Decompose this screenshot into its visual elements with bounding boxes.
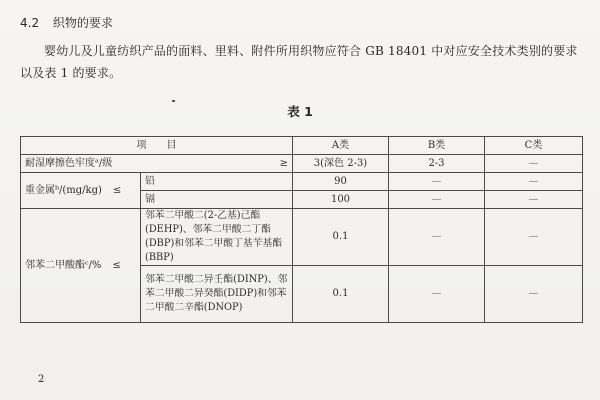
wet-rub-b: 2-3 — [389, 155, 485, 173]
table-row-phthalate-1 — [21, 209, 583, 266]
phthalate-group1-c: — — [485, 209, 583, 266]
phthalate-symbol: ≤ — [112, 259, 121, 271]
section-heading — [20, 14, 113, 31]
header-class-c: C类 — [485, 137, 583, 155]
phthalate-label-cell — [21, 209, 141, 323]
table-header-row — [21, 137, 583, 155]
phthalate-group1-name: 邻苯二甲酸二(2-乙基)己酯(DEHP)、邻苯二甲酸二丁酯(DBP)和邻苯二甲酸丁基苄基酯(BBP) — [141, 209, 293, 266]
lead-b: — — [389, 173, 485, 191]
phthalate-group2-b: — — [389, 266, 485, 323]
table-title: 表 1 — [287, 104, 313, 119]
phthalate-group2-c: — — [485, 266, 583, 323]
wet-rub-label-cell — [21, 155, 293, 173]
cadmium-b: — — [389, 191, 485, 209]
heavy-metal-label-cell — [21, 173, 141, 209]
requirements-table — [20, 136, 583, 323]
header-class-a: A类 — [293, 137, 389, 155]
phthalate-label: 邻苯二甲酸酯ᶜ/% — [25, 259, 102, 271]
phthalate-group1-a: 0.1 — [293, 209, 389, 266]
section-title: 织物的要求 — [52, 16, 113, 30]
heavy-metal-label: 重金属ᵇ/(mg/kg) — [25, 184, 102, 196]
wet-rub-c: — — [485, 155, 583, 173]
lead-name: 铅 — [141, 173, 293, 191]
table-row-lead — [21, 173, 583, 191]
section-number: 4.2 — [20, 16, 40, 30]
cadmium-c: — — [485, 191, 583, 209]
lead-c: — — [485, 173, 583, 191]
page-number: 2 — [38, 374, 45, 385]
cadmium-a: 100 — [293, 191, 389, 209]
wet-rub-label: 耐湿摩擦色牢度ᵃ/级 — [25, 157, 113, 169]
phthalate-group2-a: 0.1 — [293, 266, 389, 323]
header-item: 项 目 — [21, 137, 293, 155]
cadmium-name: 镉 — [141, 191, 293, 209]
heavy-metal-symbol: ≤ — [112, 184, 122, 196]
lead-a: 90 — [293, 173, 389, 191]
wet-rub-symbol: ≥ — [279, 157, 288, 169]
phthalate-group1-b: — — [389, 209, 485, 266]
table-row-wet-rub — [21, 155, 583, 173]
header-class-b: B类 — [389, 137, 485, 155]
requirement-paragraph: 婴幼儿及儿童纺织产品的面料、里料、附件所用织物应符合 GB 18401 中对应安全技术类别的要求以及表 1 的要求。 — [20, 44, 578, 80]
wet-rub-a: 3(深色 2-3) — [293, 155, 389, 173]
phthalate-group2-name: 邻苯二甲酸二异壬酯(DINP)、邻苯二甲酸二异癸酯(DIDP)和邻苯二甲酸二辛酯(DNOP) — [141, 266, 293, 323]
